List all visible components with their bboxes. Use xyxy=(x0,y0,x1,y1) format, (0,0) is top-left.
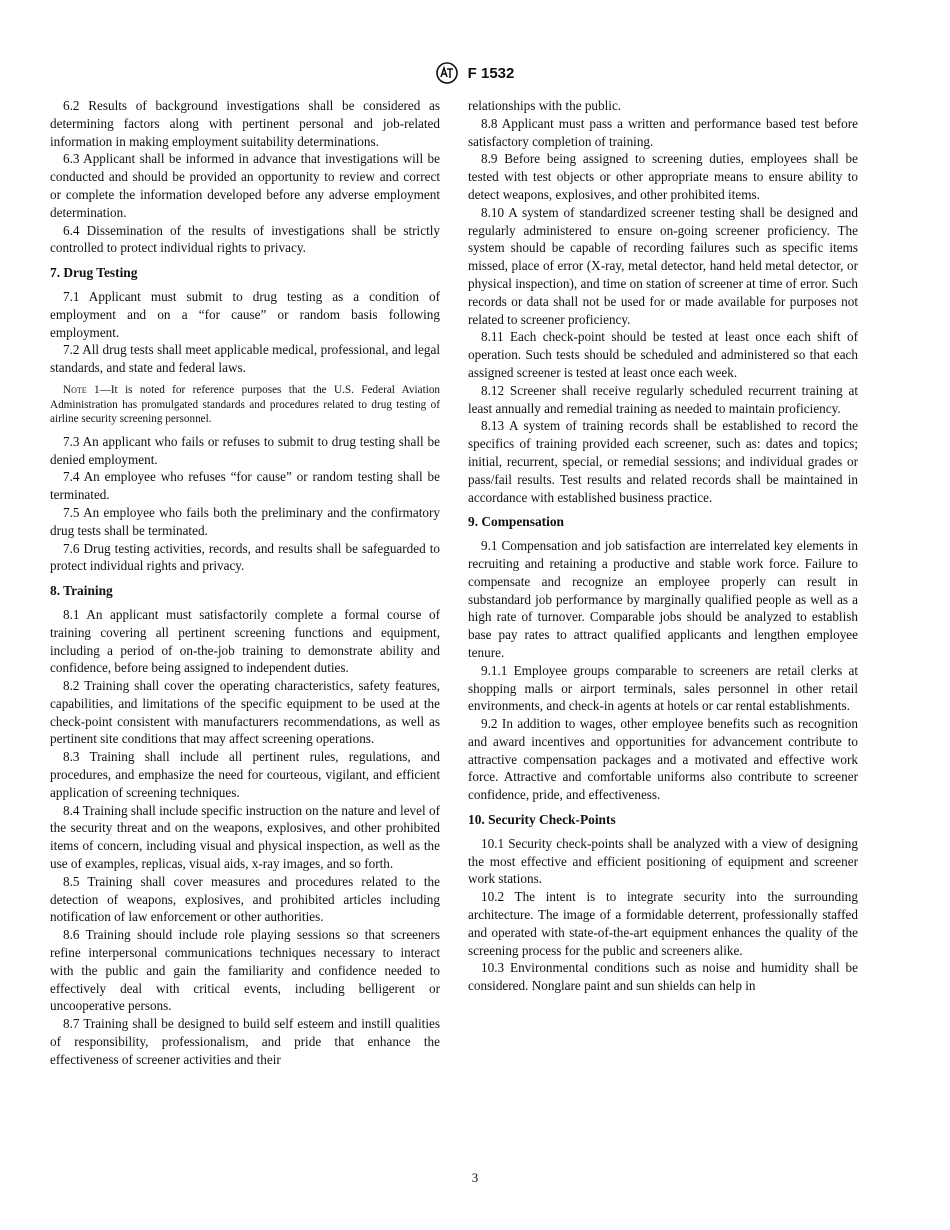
paragraph-8-3: 8.3 Training shall include all pertinent rules, regulations, and procedures, and emphasize the need for courteous, vigilant, and efficient application of screening techniques. xyxy=(50,749,440,800)
section-heading-training: 8. Training xyxy=(50,583,113,599)
paragraph-8-7: 8.7 Training shall be designed to build self esteem and instill qualities of responsibility, professionalism, and pride that enhance the effectiveness of screener activities and their xyxy=(50,1016,440,1067)
paragraph-8-12: 8.12 Screener shall receive regularly scheduled recurrent training at least annually and remedial training as needed to maintain proficiency. xyxy=(468,382,858,416)
left-column xyxy=(50,97,440,1069)
page-header xyxy=(0,62,950,88)
section-heading-security-check-points: 10. Security Check-Points xyxy=(468,812,616,828)
paragraph-8-9: 8.9 Before being assigned to screening duties, employees shall be tested with test objects or other appropriate means to ensure ability to detect weapons, explosives, and other prohibited items. xyxy=(468,151,858,202)
note-label: Note 1 xyxy=(63,383,100,396)
paragraph-7-3: 7.3 An applicant who fails or refuses to submit to drug testing shall be denied employment. xyxy=(50,433,440,467)
paragraph-8-1: 8.1 An applicant must satisfactorily complete a formal course of training covering all pertinent screening functions and equipment, including a period of on-the-job training to demonstrate ability and confidence, before being assigned to independent duties. xyxy=(50,606,440,676)
paragraph-6-3: 6.3 Applicant shall be informed in advance that investigations will be conducted and should be provided an opportunity to review and correct or complete the information developed before any adverse employment determination. xyxy=(50,151,440,220)
paragraph-7-6: 7.6 Drug testing activities, records, and results shall be safeguarded to protect individual rights and privacy. xyxy=(50,540,440,574)
note-1 xyxy=(50,383,440,427)
section-heading-drug-testing: 7. Drug Testing xyxy=(50,265,138,281)
paragraph-7-4: 7.4 An employee who refuses “for cause” or random testing shall be terminated. xyxy=(50,469,440,503)
paragraph-10-3: 10.3 Environmental conditions such as noise and humidity shall be considered. Nonglare paint and sun shields can help in xyxy=(468,960,858,994)
standard-designation: F 1532 xyxy=(467,64,515,82)
paragraph-9-1-1: 9.1.1 Employee groups comparable to screeners are retail clerks at shopping malls or airport terminals, sales personnel in other retail environments, and check-in agents at hotels or car rental establishments. xyxy=(468,662,858,714)
paragraph-8-4: 8.4 Training shall include specific instruction on the nature and level of the security threat and on the weapons, explosives, and other prohibited items of concern, including visual and physical inspection, as well as the use of examples, replicas, visual aids, x-ray images, and so forth. xyxy=(50,802,440,872)
paragraph-10-1: 10.1 Security check-points shall be analyzed with a view of designing the most effective and efficient positioning of equipment and screener work stations. xyxy=(468,835,858,887)
paragraph-7-5: 7.5 An employee who fails both the preliminary and the confirmatory drug tests shall be terminated. xyxy=(50,504,440,538)
paragraph-8-10: 8.10 A system of standardized screener testing shall be designed and regularly administered to ensure on-going screener proficiency. The system should be capable of recording failures such as specific items missed, place of error (X-ray, metal detector, hand held metal detector, or physical inspection), and time on station of screener at time of error. Such records or data shall not be used for or made available for purposes not related to screener proficiency. xyxy=(468,204,858,327)
paragraph-8-2: 8.2 Training shall cover the operating characteristics, safety features, capabilities, and limitations of the specific equipment to be used at the check-point consistent with manufacturers recommendations, as well as pertinent site conditions that may affect screening operations. xyxy=(50,678,440,747)
right-column xyxy=(468,97,858,995)
paragraph-7-1: 7.1 Applicant must submit to drug testing as a condition of employment and on a “for cause” or random basis following employment. xyxy=(50,288,440,340)
paragraph-8-5: 8.5 Training shall cover measures and procedures related to the detection of weapons, explosives, and prohibited articles including notification of law enforcement or other authorities. xyxy=(50,873,440,925)
paragraph-9-2: 9.2 In addition to wages, other employee benefits such as recognition and award incentives and opportunities for advancement contribute to attractive compensation packages and a motivated and effective work force. Attractive and comfortable uniforms also contribute to screener confidence, pride, and effectiveness. xyxy=(468,716,858,803)
paragraph-8-6: 8.6 Training should include role playing sessions so that screeners refine interpersonal communications techniques necessary to interact with the public and gain the familiarity and confidence needed to effectively deal with critical events, including belligerent or uncooperative persons. xyxy=(50,927,440,1014)
paragraph-9-1: 9.1 Compensation and job satisfaction are interrelated key elements in recruiting and retaining a productive and stable work force. Failure to compensate and recognize an employee properly can result in substandard job performance by marginally qualified people as well as a high rate of turnover. Comparable jobs should be analyzed to establish base pay rates to attract qualified applicants and lengthen employee tenure. xyxy=(468,538,858,660)
paragraph-8-8: 8.8 Applicant must pass a written and performance based test before satisfactory completion of training. xyxy=(468,115,858,149)
paragraph-6-4: 6.4 Dissemination of the results of investigations shall be strictly controlled to protect individual rights to privacy. xyxy=(50,222,440,256)
note-text: —It is noted for reference purposes that the U.S. Federal Aviation Administration has promulgated standards and procedures related to drug testing of airline security screening personnel. xyxy=(50,383,441,426)
paragraph-8-13: 8.13 A system of training records shall be established to record the specifics of training provided each screener, such as: dates and topics; initial, recurrent, special, or remedial sessions; and individual grades or pass/fail results. Test results and related records shall be maintained in accordance with established business practice. xyxy=(468,418,858,505)
page-number: 3 xyxy=(471,1170,479,1185)
paragraph-8-7-continued: relationships with the public. xyxy=(468,98,622,113)
paragraph-6-2: 6.2 Results of background investigations shall be considered as determining factors along with pertinent personal and job-related information in making employment suitability determinations. xyxy=(50,98,440,149)
paragraph-10-2: 10.2 The intent is to integrate security into the surrounding architecture. The image of a formidable deterrent, professionally staffed and operated with state-of-the-art equipment enhances the quality of the screening process for the public and screeners alike. xyxy=(468,889,858,958)
section-heading-compensation: 9. Compensation xyxy=(468,514,564,530)
paragraph-7-2: 7.2 All drug tests shall meet applicable medical, professional, and legal standards, and state and federal laws. xyxy=(50,342,440,376)
astm-logo-icon xyxy=(436,62,458,84)
paragraph-8-11: 8.11 Each check-point should be tested at least once each shift of operation. Such tests should be scheduled and administered so that each assigned screener is tested at least once each week. xyxy=(468,329,858,380)
